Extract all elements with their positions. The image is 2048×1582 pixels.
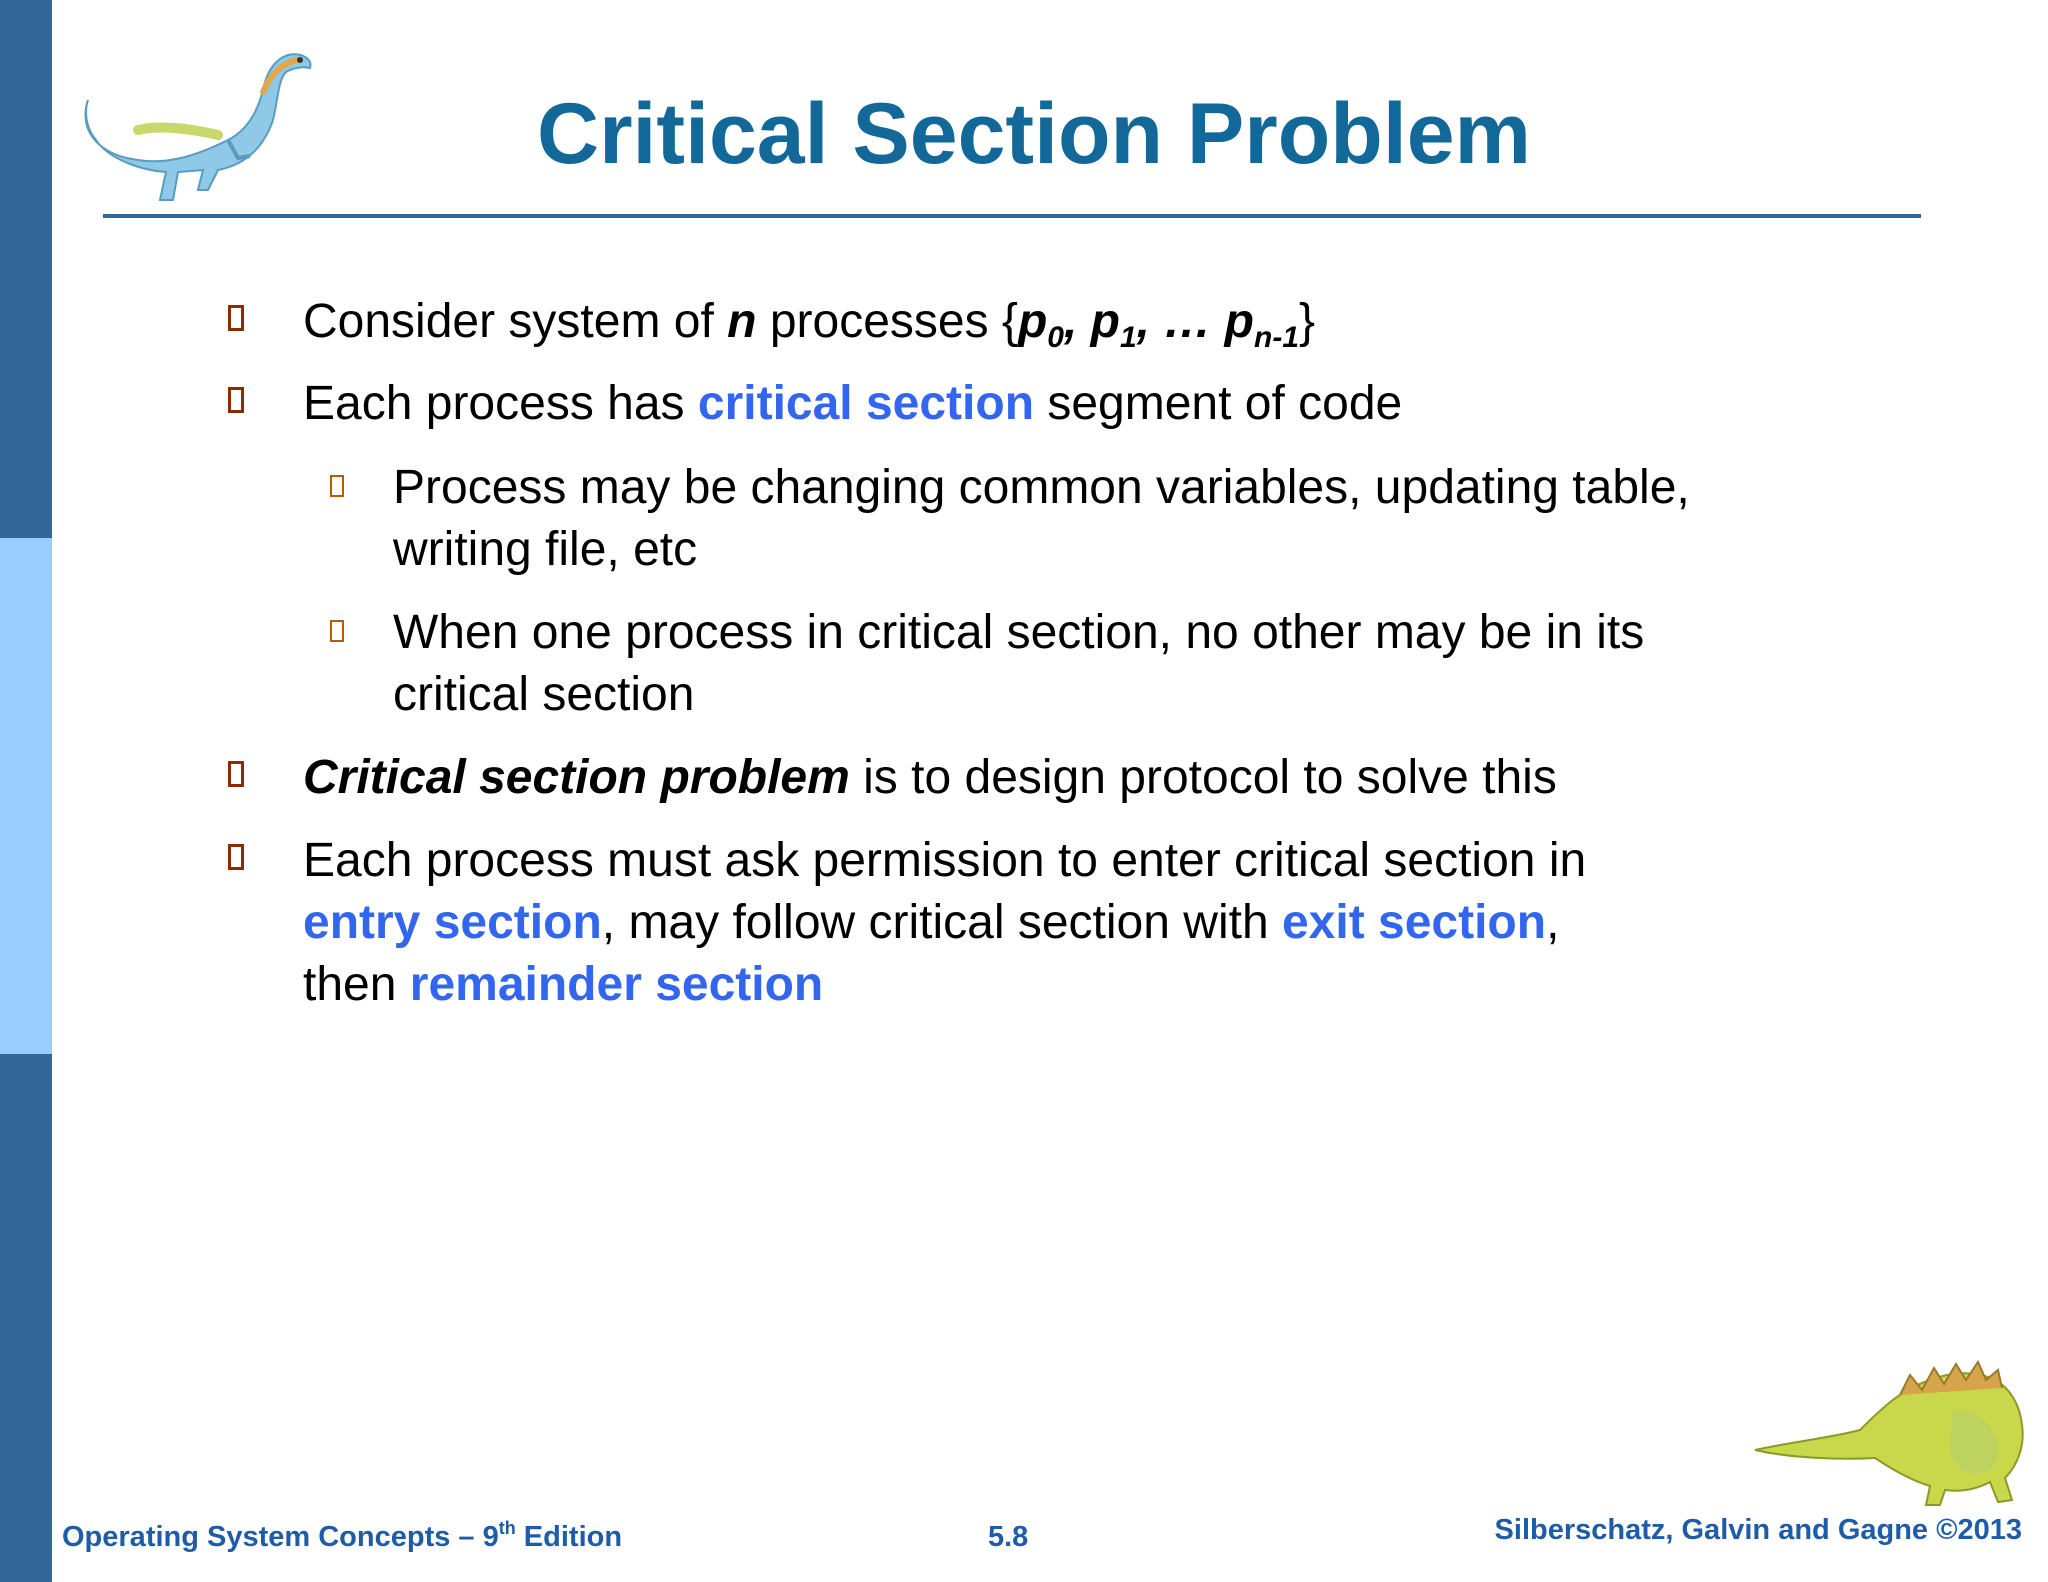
sidebar-segment-bottom xyxy=(0,1054,52,1582)
footer-page-number: 5.8 xyxy=(988,1521,1029,1553)
bullet-square-icon xyxy=(228,305,244,331)
bullet-text: Critical section problem is to design protocol to solve this xyxy=(303,751,1557,804)
sidebar-stripe xyxy=(0,0,52,1582)
sidebar-segment-top xyxy=(0,0,52,538)
bullet-item xyxy=(228,373,1402,435)
dinosaur-icon xyxy=(1750,1350,2040,1510)
bullet-text: When one process in critical section, no other may be in its critical section xyxy=(393,606,1645,721)
bullet-text: Consider system of n processes {$p_0$, $p_1$, … $p_{n-1}$} xyxy=(303,295,1316,354)
bullet-item xyxy=(228,291,1315,353)
bullet-item xyxy=(228,747,1557,809)
bullet-item xyxy=(228,830,1708,1016)
bullet-square-icon xyxy=(228,387,244,413)
footer-book-title: Operating System Concepts – 9th Edition xyxy=(62,1518,623,1553)
footer-copyright: Silberschatz, Galvin and Gagne ©2013 xyxy=(1494,1514,2022,1546)
bullet-square-icon xyxy=(228,844,244,870)
sub-bullet-square-icon xyxy=(330,620,344,642)
sub-bullet-square-icon xyxy=(330,475,344,497)
slide-title: Critical Section Problem xyxy=(536,86,1532,182)
sidebar-segment-middle xyxy=(0,538,52,1054)
bullet-text: Process may be changing common variables, updating table, writing file, etc xyxy=(393,461,1690,576)
bullet-text: Each process has critical section segment of code xyxy=(303,377,1403,430)
title-underline xyxy=(103,214,1921,218)
bullet-text: Each process must ask permission to enter critical section in entry section, may follow critical section with exit section, then remainder section xyxy=(303,834,1587,1011)
sub-bullet-item xyxy=(330,602,1750,726)
sub-bullet-item xyxy=(330,457,1710,581)
bullet-square-icon xyxy=(228,761,244,787)
